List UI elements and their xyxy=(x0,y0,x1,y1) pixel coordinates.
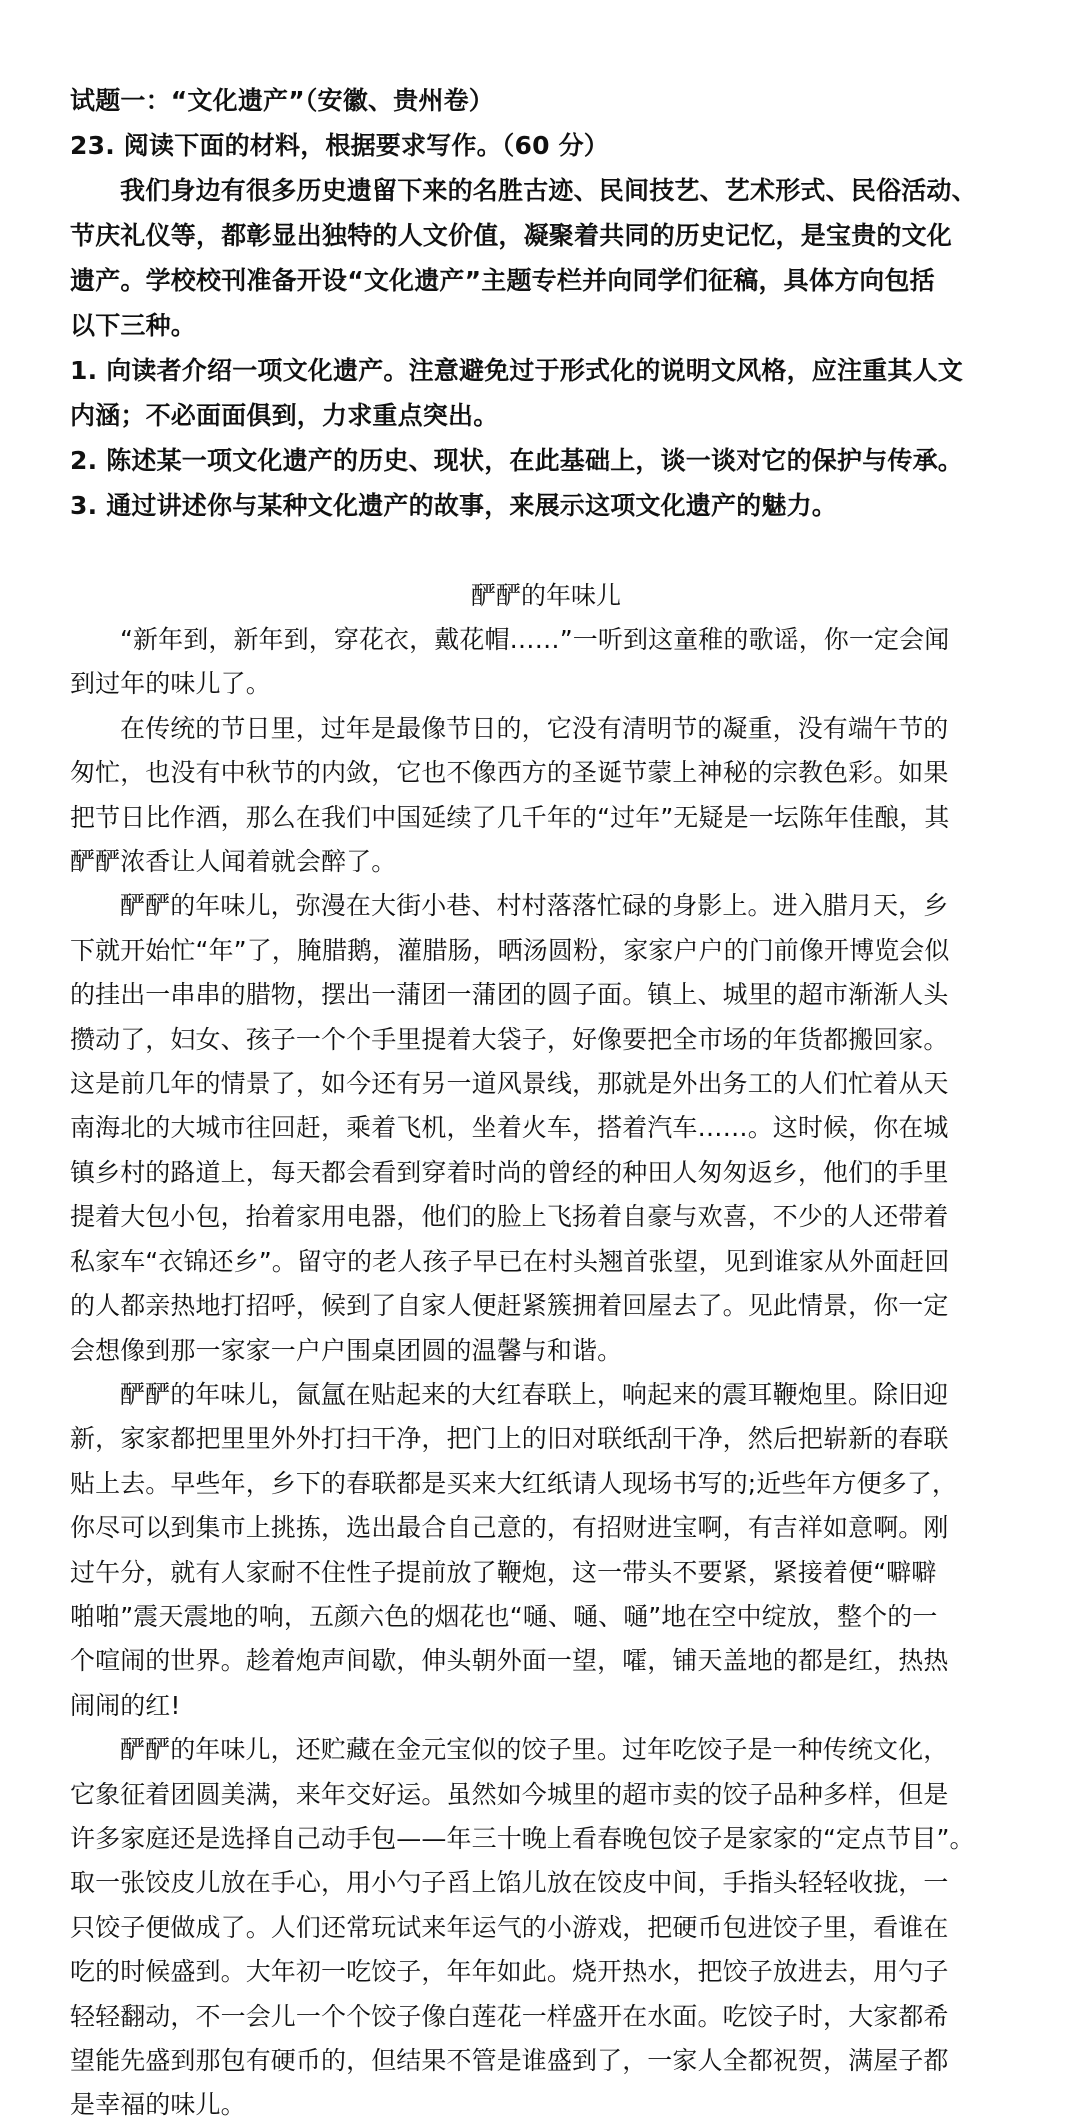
essay-body xyxy=(70,618,1022,2128)
essay-line: 是幸福的味儿。 xyxy=(70,2090,246,2120)
essay-line: 望能先盛到那包有硬币的，但结果不管是谁盛到了，一家人全都祝贺，满屋子都 xyxy=(70,2046,949,2075)
essay-line: 的人都亲热地打招呼，候到了自家人便赶紧簇拥着回屋去了。见此情景，你一定 xyxy=(70,1291,949,1321)
essay-line: 的挂出一串串的腊物，摆出一蒲团一蒲团的圆子面。镇上、城里的超市渐渐人头 xyxy=(70,980,949,1010)
spacer xyxy=(70,528,1022,574)
essay-line: 酽酽的年味儿，还贮藏在金元宝似的饺子里。过年吃饺子是一种传统文化， xyxy=(120,1735,949,1765)
prompt-heading: 试题一：“文化遗产”（安徽、贵州卷） xyxy=(70,86,494,115)
essay-line: 啪啪”震天震地的响，五颜六色的烟花也“嗵、嗵、嗵”地在空中绽放，整个的一 xyxy=(70,1601,938,1631)
essay-line: “新年到，新年到，穿花衣，戴花帽……”一听到这童稚的歌谣，你一定会闻 xyxy=(120,625,950,654)
essay-line: 私家车“衣锦还乡”。留守的老人孩子早已在村头翘首张望，见到谁家从外面赶回 xyxy=(70,1246,950,1276)
option-line: 2. 陈述某一项文化遗产的历史、现状，在此基础上，谈一谈对它的保护与传承。 xyxy=(70,446,963,475)
essay-line: 许多家庭还是选择自己动手包——年三十晚上看春晚包饺子是家家的“定点节目”。 xyxy=(70,1823,975,1853)
material-line: 遗产。学校校刊准备开设“文化遗产”主题专栏并向同学们征稿，具体方向包括 xyxy=(70,266,935,295)
essay-line: 攒动了，妇女、孩子一个个手里提着大袋子，好像要把全市场的年货都搬回家。 xyxy=(70,1024,949,1054)
essay-line: 闹闹的红! xyxy=(70,1690,181,1720)
option-line: 1. 向读者介绍一项文化遗产。注意避免过于形式化的说明文风格，应注重其人文 xyxy=(70,356,963,385)
essay-line: 南海北的大城市往回赶，乘着飞机，坐着火车，搭着汽车……。这时候，你在城 xyxy=(70,1113,949,1143)
question-line: 23. 阅读下面的材料，根据要求写作。（60 分） xyxy=(70,131,609,160)
essay-line: 它象征着团圆美满，来年交好运。虽然如今城里的超市卖的饺子品种多样，但是 xyxy=(70,1779,949,1809)
essay-line: 提着大包小包，抬着家用电器，他们的脸上飞扬着自豪与欢喜，不少的人还带着 xyxy=(70,1202,949,1232)
essay-line: 只饺子便做成了。人们还常玩试来年运气的小游戏，把硬币包进饺子里，看谁在 xyxy=(70,1912,949,1942)
essay-line: 吃的时候盛到。大年初一吃饺子，年年如此。烧开热水，把饺子放进去，用勺子 xyxy=(70,1957,949,1987)
essay-line: 在传统的节日里，过年是最像节日的，它没有清明节的凝重，没有端午节的 xyxy=(120,713,949,743)
essay-line: 把节日比作酒，那么在我们中国延续了几千年的“过年”无疑是一坛陈年佳酿，其 xyxy=(70,802,950,832)
essay-line: 新，家家都把里里外外打扫干净，把门上的旧对联纸刮干净，然后把崭新的春联 xyxy=(70,1424,949,1454)
essay-title: 酽酽的年味儿 xyxy=(470,581,621,610)
essay-line: 镇乡村的路道上，每天都会看到穿着时尚的曾经的种田人匆匆返乡，他们的手里 xyxy=(70,1157,949,1187)
essay-line: 下就开始忙“年”了，腌腊鹅，灌腊肠，晒汤圆粉，家家户户的门前像开博览会似 xyxy=(70,935,950,965)
option-line: 内涵；不必面面俱到，力求重点突出。 xyxy=(70,401,499,430)
material-line: 我们身边有很多历史遗留下来的名胜古迹、民间技艺、艺术形式、民俗活动、 xyxy=(120,176,977,205)
essay-line: 酽酽浓香让人闻着就会醉了。 xyxy=(70,847,397,877)
prompt-section xyxy=(70,78,1022,528)
option-line: 3. 通过讲述你与某种文化遗产的故事，来展示这项文化遗产的魅力。 xyxy=(70,491,837,520)
essay-line: 这是前几年的情景了，如今还有另一道风景线，那就是外出务工的人们忙着从天 xyxy=(70,1069,949,1099)
essay-line: 贴上去。早些年，乡下的春联都是买来大红纸请人现场书写的;近些年方便多了， xyxy=(70,1468,958,1498)
essay-line: 过午分，就有人家耐不住性子提前放了鞭炮，这一带头不要紧，紧接着便“噼噼 xyxy=(70,1557,937,1587)
material-line: 节庆礼仪等，都彰显出独特的人文价值，凝聚着共同的历史记忆，是宝贵的文化 xyxy=(70,221,953,250)
essay-line: 到过年的味儿了。 xyxy=(70,669,271,699)
essay-line: 匆忙，也没有中秋节的内敛，它也不像西方的圣诞节蒙上神秘的宗教色彩。如果 xyxy=(70,758,949,788)
essay-line: 你尽可以到集市上挑拣，选出最合自己意的，有招财进宝啊，有吉祥如意啊。刚 xyxy=(70,1513,949,1543)
essay-line: 取一张饺皮儿放在手心，用小勺子舀上馅儿放在饺皮中间，手指头轻轻收拢，一 xyxy=(70,1868,949,1898)
essay-line: 会想像到那一家家一户户围桌团圆的温馨与和谐。 xyxy=(70,1335,623,1365)
essay-line: 酽酽的年味儿，弥漫在大街小巷、村村落落忙碌的身影上。进入腊月天，乡 xyxy=(120,891,949,921)
essay-line: 个喧闹的世界。趁着炮声间歇，伸头朝外面一望，嚯，铺天盖地的都是红，热热 xyxy=(70,1646,949,1676)
material-line: 以下三种。 xyxy=(70,311,197,340)
essay-line: 轻轻翻动，不一会儿一个个饺子像白莲花一样盛开在水面。吃饺子时，大家都希 xyxy=(70,2001,949,2031)
essay-line: 酽酽的年味儿，氤氲在贴起来的大红春联上，响起来的震耳鞭炮里。除旧迎 xyxy=(120,1379,949,1409)
